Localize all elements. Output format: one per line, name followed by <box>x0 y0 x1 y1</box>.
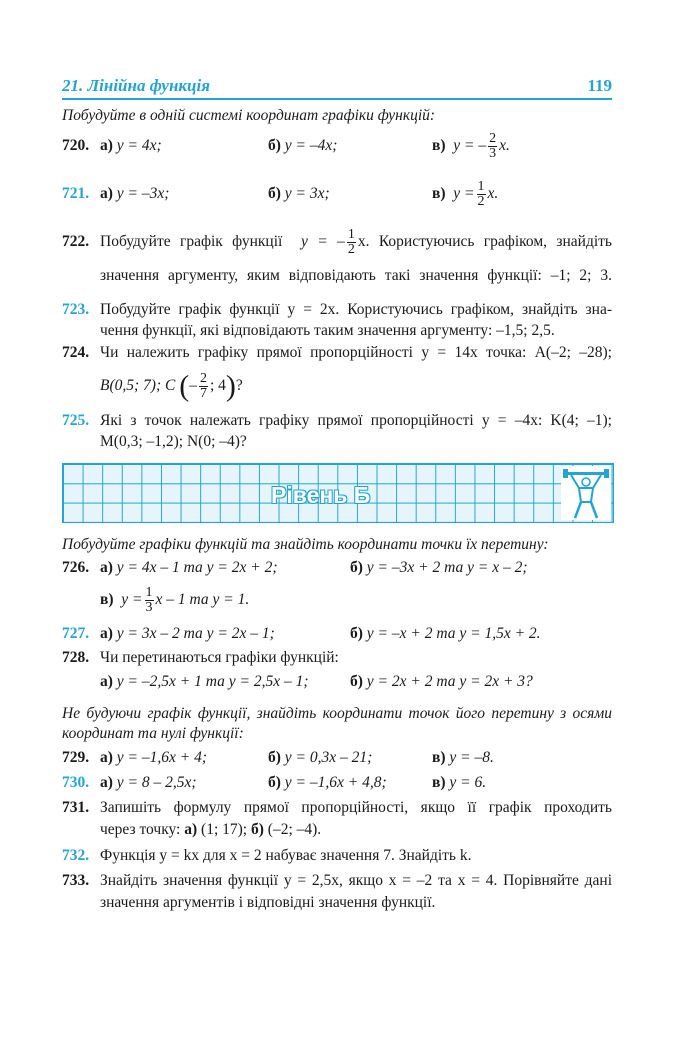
problem-725-number: 725. <box>62 412 90 429</box>
problem-729-b: б) y = 0,3x – 21; <box>268 749 373 766</box>
problem-731-number: 731. <box>62 799 90 816</box>
problem-723-line-2: чення функції, які відповідають таким значення аргументу: –1,5; 2,5. <box>100 322 555 339</box>
problem-720-number: 720. <box>62 137 90 154</box>
problem-728-number: 728. <box>62 649 90 666</box>
problem-723-line-1: Побудуйте графік функції y = 2x. Користуючись графіком, знайдіть зна- <box>100 301 612 318</box>
problem-732-line-1: Функція y = kx для x = 2 набуває значення 7. Знайдіть k. <box>100 847 472 864</box>
problem-722-line-2: значення аргументу, яким відповідають такі значення функції: –1; 2; 3. <box>100 267 612 284</box>
problem-721-v: в) y = $\frac{1}{2}$ x. <box>432 178 499 209</box>
problem-721-a: а) y = –3x; <box>100 185 170 202</box>
problem-720-v: в) y = – $\frac{2}{3}$ x. <box>432 130 510 161</box>
problem-721-number: 721. <box>62 185 90 202</box>
problem-726-number: 726. <box>62 559 90 576</box>
instruction-3-line-2: координат та нулі функції: <box>62 725 244 742</box>
problem-724-line-2: B(0,5; 7); C (– $\frac{2}{7}$ ; 4)? <box>100 369 243 403</box>
problem-727-b: б) y = –x + 2 та y = 1,5x + 2. <box>350 625 541 642</box>
problem-730-number: 730. <box>62 774 90 791</box>
problem-727-number: 727. <box>62 625 90 642</box>
problem-731-line-1: Запишіть формулу прямої пропорційності, якщо її графік проходить <box>100 799 612 816</box>
problem-730-b: б) y = –1,6x + 4,8; <box>268 774 387 791</box>
problem-725-line-1: Які з точок належать графіку прямої пропорційності y = –4x: K(4; –1); <box>100 412 612 429</box>
problem-730-a: а) y = 8 – 2,5x; <box>100 774 197 791</box>
problem-728-a: а) y = –2,5x + 1 та y = 2,5x – 1; <box>100 673 309 690</box>
problem-731-line-2: через точку: а) (1; 17); б) (–2; –4). <box>100 821 322 838</box>
problem-724-number: 724. <box>62 344 90 361</box>
problem-726-b: б) y = –3x + 2 та y = x – 2; <box>350 559 528 576</box>
problem-728-b: б) y = 2x + 2 та y = 2x + 3? <box>350 673 533 690</box>
level-banner <box>62 463 614 523</box>
problem-728-line-1: Чи перетинаються графіки функцій: <box>100 649 339 666</box>
weightlifter-icon <box>561 466 611 520</box>
instruction-1: Побудуйте в одній системі координат графіки функцій: <box>62 107 436 124</box>
problem-729-number: 729. <box>62 749 90 766</box>
header-rule <box>62 98 612 100</box>
problem-726-a: а) y = 4x – 1 та y = 2x + 2; <box>100 559 278 576</box>
page-number: 119 <box>587 76 612 95</box>
instruction-3-line-1: Не будуючи графік функції, знайдіть координати точок його перетину з осями <box>62 705 612 722</box>
problem-733-line-1: Знайдіть значення функції y = 2,5x, якщо x = –2 та x = 4. Порівняйте дані <box>100 872 612 889</box>
level-label: Рівень Б <box>271 482 371 508</box>
problem-729-a: а) y = –1,6x + 4; <box>100 749 208 766</box>
problem-722-line-1: Побудуйте графік функції y = – $\frac{1}{2}$ x. Користуючись графіком, знайдіть <box>100 226 612 257</box>
instruction-2: Побудуйте графіки функцій та знайдіть координати точки їх перетину: <box>62 536 549 553</box>
problem-727-a: а) y = 3x – 2 та y = 2x – 1; <box>100 625 275 642</box>
problem-725-line-2: M(0,3; –1,2); N(0; –4)? <box>100 433 247 450</box>
problem-722-number: 722. <box>62 233 90 250</box>
problem-732-number: 732. <box>62 847 90 864</box>
problem-733-line-2: значення аргументів і відповідні значення функції. <box>100 894 436 911</box>
problem-720-b: б) y = –4x; <box>268 137 338 154</box>
problem-721-b: б) y = 3x; <box>268 185 330 202</box>
problem-723-number: 723. <box>62 301 90 318</box>
problem-720-a: а) y = 4x; <box>100 137 162 154</box>
problem-724-line-1: Чи належить графіку прямої пропорційності y = 14x точка: A(–2; –28); <box>100 344 612 361</box>
section-title: 21. Лінійна функція <box>62 76 210 95</box>
page-header <box>62 74 612 98</box>
problem-729-v: в) y = –8. <box>432 749 494 766</box>
problem-726-v: в) y = $\frac{1}{3}$ x – 1 та y = 1. <box>100 584 250 615</box>
problem-733-number: 733. <box>62 872 90 889</box>
problem-730-v: в) y = 6. <box>432 774 487 791</box>
